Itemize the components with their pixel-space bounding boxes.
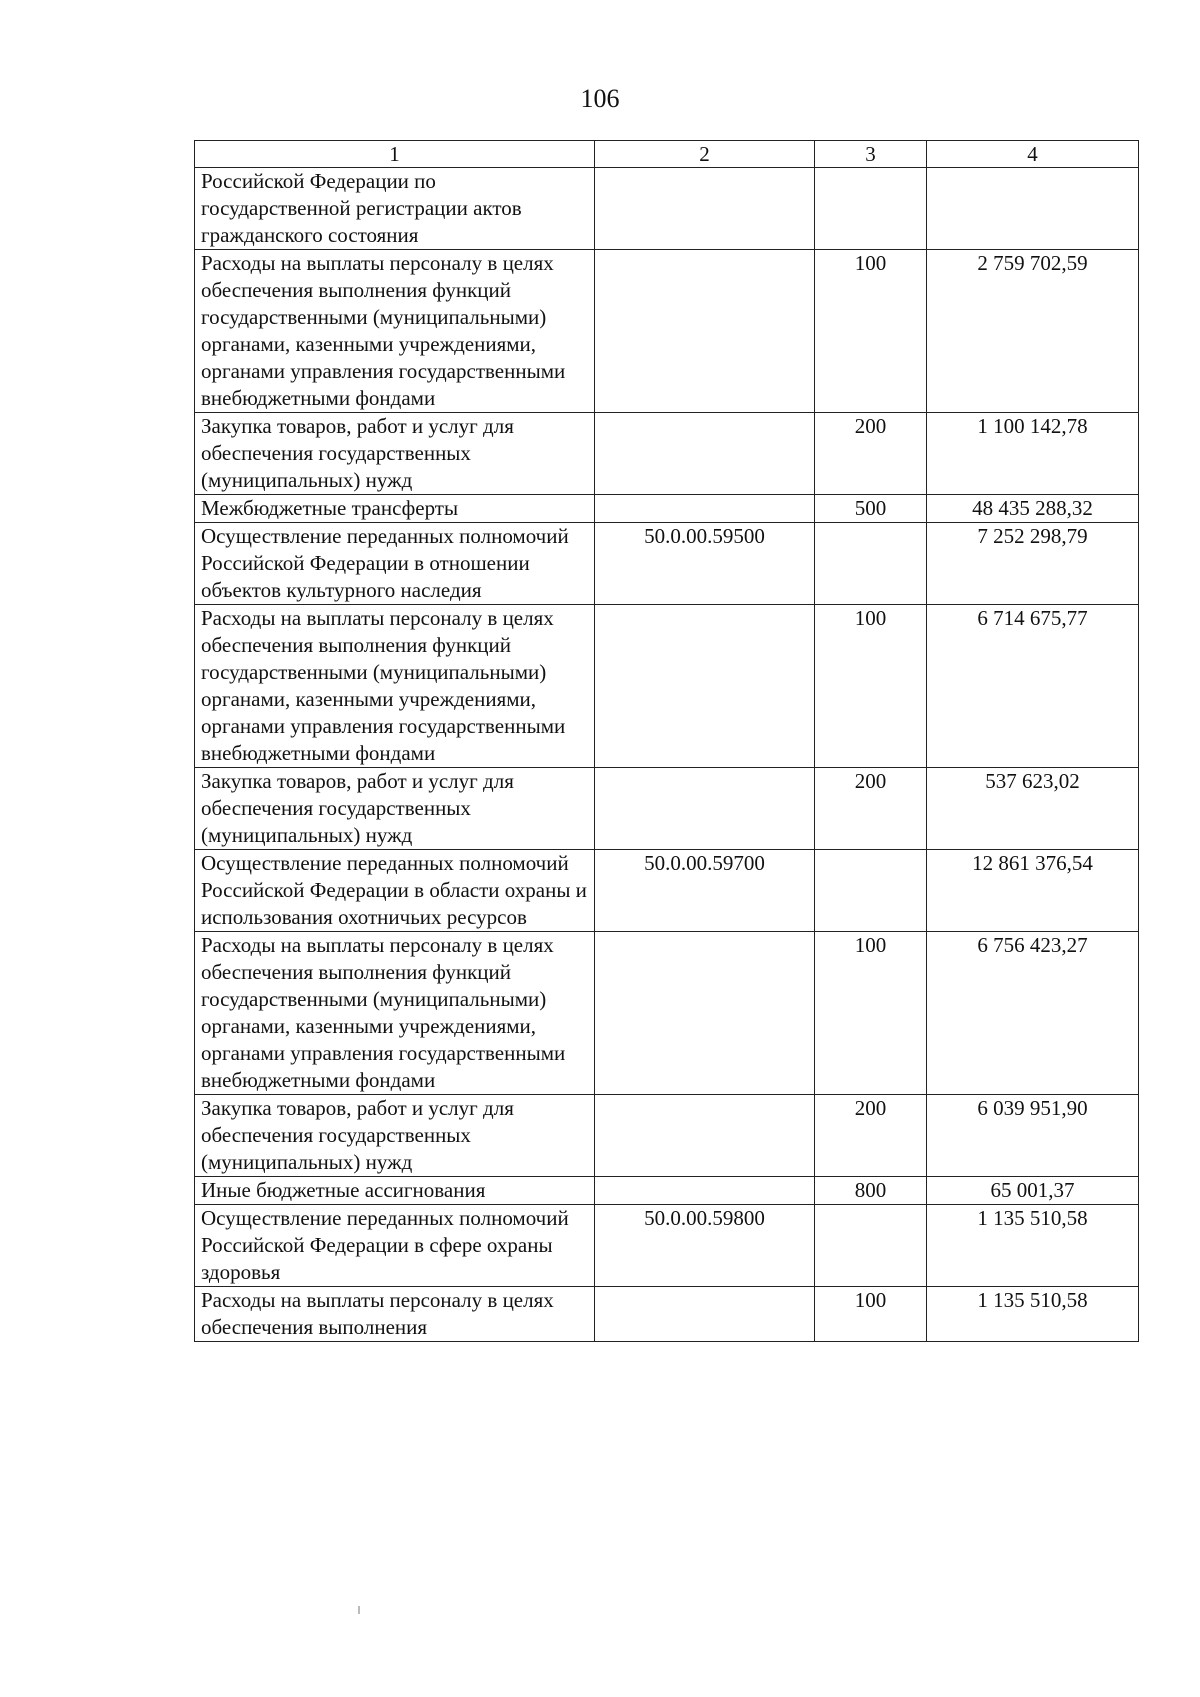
amount-cell: 6 756 423,27 [927,932,1139,1095]
amount-cell: 2 759 702,59 [927,250,1139,413]
page-number: 106 [580,84,620,113]
expense-name-cell: Расходы на выплаты персоналу в целях обеспечения выполнения функций государственными (муниципальными) органами, казенными учреждениями, органами управления государственными внебюджетными фондами [195,250,595,413]
header-col-3: 3 [815,141,927,168]
table-header [195,141,1139,168]
target-code-cell: 50.0.00.59800 [595,1205,815,1287]
expense-type-cell: 800 [815,1177,927,1205]
expense-name-cell: Осуществление переданных полномочий Российской Федерации в сфере охраны здоровья [195,1205,595,1287]
table-row [195,1287,1139,1342]
budget-table [194,140,1139,1342]
amount-cell: 1 100 142,78 [927,413,1139,495]
expense-name-cell: Закупка товаров, работ и услуг для обеспечения государственных (муниципальных) нужд [195,413,595,495]
expense-name-cell: Иные бюджетные ассигнования [195,1177,595,1205]
target-code-cell [595,413,815,495]
header-row [195,141,1139,168]
target-code-cell [595,1177,815,1205]
table-row [195,1177,1139,1205]
table-row [195,768,1139,850]
amount-cell: 537 623,02 [927,768,1139,850]
expense-name-cell: Осуществление переданных полномочий Российской Федерации в отношении объектов культурного наследия [195,523,595,605]
table-row [195,850,1139,932]
expense-name-cell: Межбюджетные трансферты [195,495,595,523]
table-row [195,523,1139,605]
table-row [195,250,1139,413]
target-code-cell [595,1287,815,1342]
expense-name-cell: Закупка товаров, работ и услуг для обеспечения государственных (муниципальных) нужд [195,768,595,850]
expense-type-cell: 100 [815,1287,927,1342]
table-row [195,932,1139,1095]
amount-cell: 1 135 510,58 [927,1205,1139,1287]
expense-type-cell: 100 [815,932,927,1095]
target-code-cell: 50.0.00.59500 [595,523,815,605]
target-code-cell [595,932,815,1095]
amount-cell: 6 039 951,90 [927,1095,1139,1177]
table-row [195,495,1139,523]
expense-type-cell [815,850,927,932]
table-row [195,1205,1139,1287]
expense-type-cell: 200 [815,1095,927,1177]
target-code-cell [595,495,815,523]
expense-type-cell: 500 [815,495,927,523]
target-code-cell [595,250,815,413]
expense-type-cell: 200 [815,413,927,495]
target-code-cell [595,168,815,250]
scan-speck [358,1606,360,1614]
table-body [195,168,1139,1342]
expense-type-cell: 200 [815,768,927,850]
target-code-cell [595,1095,815,1177]
table-row [195,605,1139,768]
header-col-1: 1 [195,141,595,168]
table-row [195,1095,1139,1177]
expense-name-cell: Закупка товаров, работ и услуг для обеспечения государственных (муниципальных) нужд [195,1095,595,1177]
header-col-2: 2 [595,141,815,168]
expense-type-cell: 100 [815,250,927,413]
amount-cell [927,168,1139,250]
expense-name-cell: Осуществление переданных полномочий Российской Федерации в области охраны и использования охотничьих ресурсов [195,850,595,932]
expense-name-cell: Расходы на выплаты персоналу в целях обеспечения выполнения функций государственными (муниципальными) органами, казенными учреждениями, органами управления государственными внебюджетными фондами [195,605,595,768]
expense-name-cell: Расходы на выплаты персоналу в целях обеспечения выполнения функций государственными (муниципальными) органами, казенными учреждениями, органами управления государственными внебюджетными фондами [195,932,595,1095]
target-code-cell [595,768,815,850]
amount-cell: 65 001,37 [927,1177,1139,1205]
expense-name-cell: Расходы на выплаты персоналу в целях обеспечения выполнения [195,1287,595,1342]
amount-cell: 48 435 288,32 [927,495,1139,523]
table-row [195,413,1139,495]
expense-type-cell [815,168,927,250]
header-col-4: 4 [927,141,1139,168]
expense-type-cell: 100 [815,605,927,768]
target-code-cell [595,605,815,768]
amount-cell: 6 714 675,77 [927,605,1139,768]
expense-name-cell: Российской Федерации по государственной регистрации актов гражданского состояния [195,168,595,250]
target-code-cell: 50.0.00.59700 [595,850,815,932]
expense-type-cell [815,1205,927,1287]
expense-type-cell [815,523,927,605]
amount-cell: 7 252 298,79 [927,523,1139,605]
table-row [195,168,1139,250]
amount-cell: 1 135 510,58 [927,1287,1139,1342]
amount-cell: 12 861 376,54 [927,850,1139,932]
